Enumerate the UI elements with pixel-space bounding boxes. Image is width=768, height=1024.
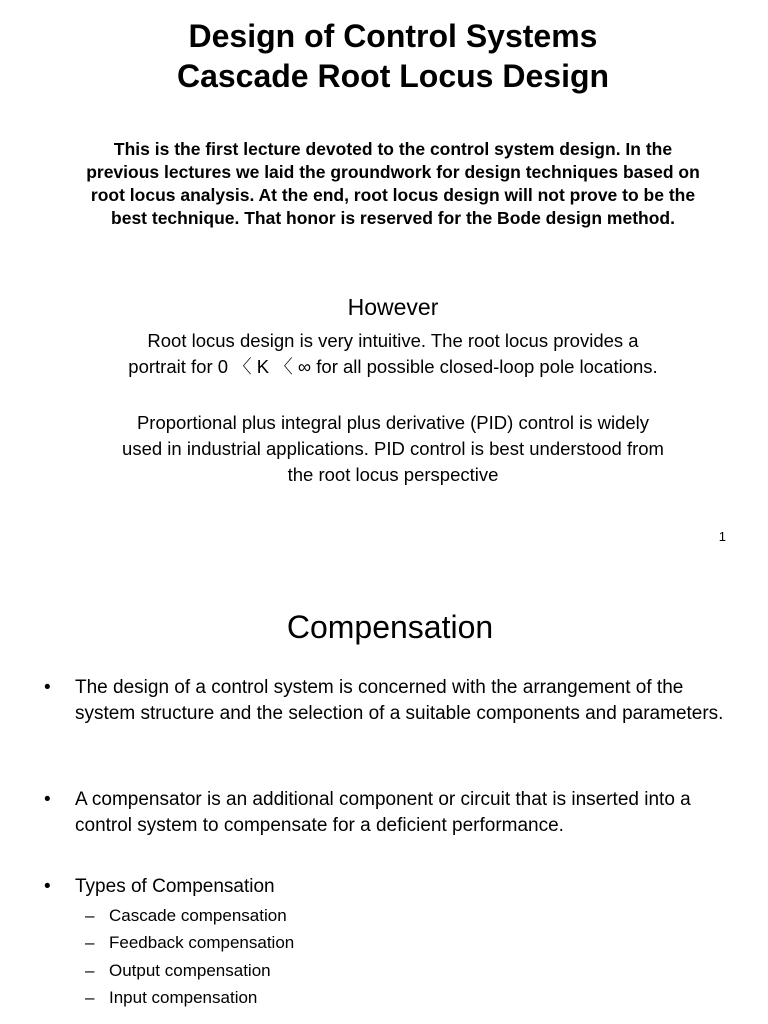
dash-marker: – [85, 933, 95, 952]
page-number: 1 [718, 529, 726, 544]
bullet-text: The design of a control system is concerned with the arrangement of the system structure and the selection of a suitable components and parameters. [75, 677, 724, 724]
pid-paragraph: Proportional plus integral plus derivative (PID) control is widely used in industrial applications. PID control is best understood from the root locus perspective [122, 412, 664, 485]
sub-list-item [85, 959, 685, 983]
bullet-text: Types of Compensation [75, 876, 275, 897]
however-heading: However [347, 294, 439, 320]
sub-item-text: Feedback compensation [109, 933, 295, 952]
compensation-heading: Compensation [286, 609, 494, 645]
dash-marker: – [85, 906, 95, 925]
root-locus-paragraph: Root locus design is very intuitive. The root locus provides a portrait for 0 〈 K 〈 ∞ for all possible closed-loop pole locations. [128, 330, 658, 377]
dash-marker: – [85, 961, 95, 980]
sub-list-item [85, 904, 685, 928]
bullet-item [44, 675, 734, 727]
intro-paragraph: This is the first lecture devoted to the control system design. In the previous lectures we laid the groundwork for design techniques based on root locus analysis. At the end, root locus design will not prove to be the best technique. That honor is reserved for the Bode design method. [86, 139, 700, 228]
bullet-item [44, 787, 734, 839]
sub-item-text: Input compensation [109, 988, 258, 1007]
bullet-marker: • [44, 789, 51, 810]
sub-list-item [85, 986, 685, 1010]
slide-title [0, 16, 768, 96]
sub-item-text: Cascade compensation [109, 906, 287, 925]
title-line-1: Design of Control Systems [188, 18, 598, 54]
sub-list-item [85, 931, 685, 955]
title-line-2: Cascade Root Locus Design [176, 58, 610, 94]
bullet-text: A compensator is an additional component or circuit that is inserted into a control system to compensate for a deficient performance. [75, 789, 691, 836]
sub-item-text: Output compensation [109, 961, 271, 980]
bullet-marker: • [44, 677, 51, 698]
dash-marker: – [85, 988, 95, 1007]
bullet-item [44, 874, 734, 900]
bullet-marker: • [44, 876, 51, 897]
